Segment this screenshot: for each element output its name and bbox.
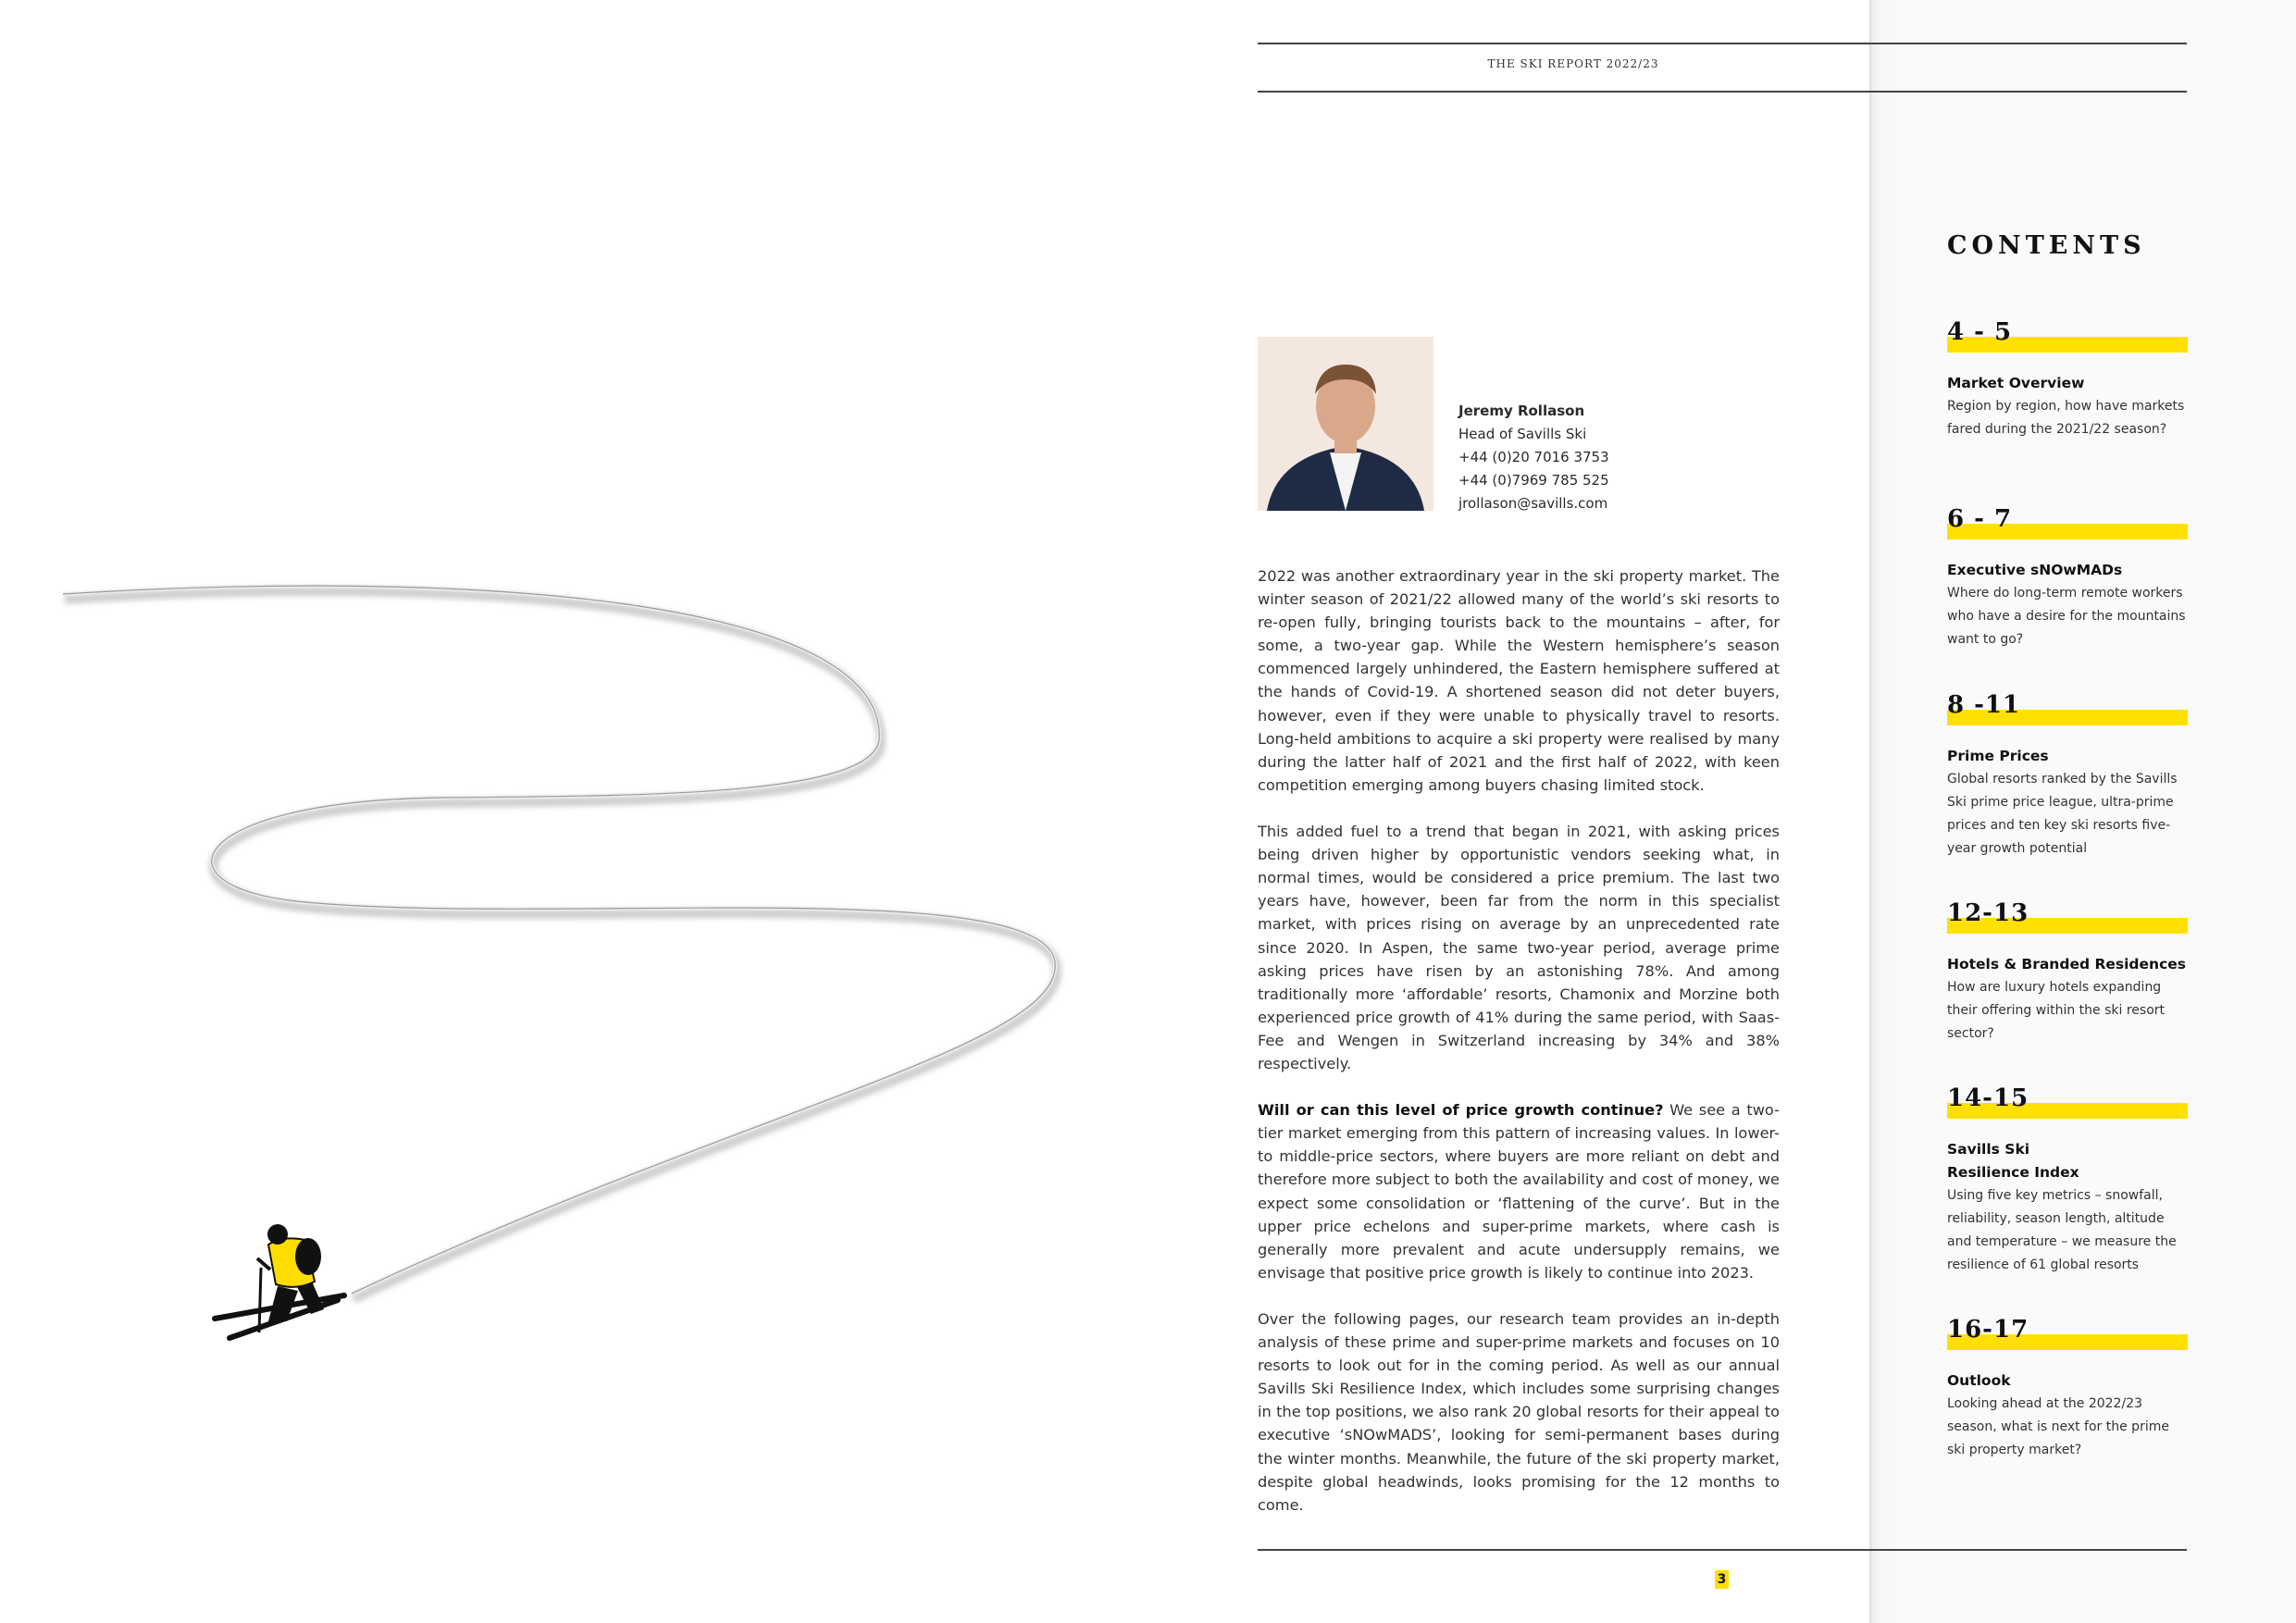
report-title: THE SKI REPORT 2022/23 [1487, 57, 1659, 70]
author-role: Head of Savills Ski [1458, 426, 1587, 442]
paragraph-2: This added fuel to a trend that began in 2021, with asking prices being driven higher by opportunistic vendors seeking what, in normal times, would be considered a price premium. The last two years have, however, been far from the norm in this specialist market, with prices rising on average by an unprecedented rate since 2020. In Aspen, the same two-year period, average prime asking prices have risen by an astonishing 78%. And among traditionally more ‘affordable’ resorts, Chamonix and Morzine both experienced price growth of 41% during the same period, with Saas-Fee and Wengen in Switzerland increasing by 34% and 38% respectively. [1258, 823, 1780, 1072]
ski-track-illustration [37, 546, 1074, 1360]
author-phone-mobile[interactable]: +44 (0)7969 785 525 [1458, 472, 1609, 489]
paragraph-3-lead: Will or can this level of price growth continue? [1258, 1101, 1664, 1120]
contents-heading: CONTENTS [1947, 231, 2146, 260]
toc-description: Using five key metrics – snowfall, reliability, season length, altitude and temperature – we measure the resilience of 61 global resorts [1947, 1188, 2177, 1272]
toc-description: Region by region, how have markets fared during the 2021/22 season? [1947, 399, 2185, 437]
toc-item-prime-prices[interactable] [1947, 689, 2188, 861]
toc-title: Prime Prices [1947, 748, 2049, 764]
header-rule-top [1258, 43, 2187, 44]
toc-item-hotels-branded-residences[interactable] [1947, 898, 2188, 1046]
toc-item-outlook[interactable] [1947, 1314, 2188, 1462]
toc-title: Outlook [1947, 1372, 2011, 1389]
toc-description: Global resorts ranked by the Savills Ski prime price league, ultra-prime prices and ten key ski resorts five-year growth potential [1947, 772, 2178, 856]
author-contact [1458, 400, 1609, 515]
toc-pages: 6 - 7 [1947, 505, 2013, 533]
toc-title: Hotels & Branded Residences [1947, 956, 2186, 973]
paragraph-3-text: We see a two-tier market emerging from this pattern of increasing values. In lower-to middle-price sectors, where buyers are more reliant on debt and therefore more subject to both the availability and cost of money, we expect some consolidation or ‘flattening of the curve’. But in the upper price echelons and super-prime markets, where cash is generally more prevalent and acute undersupply remains, we envisage that positive price growth is likely to continue into 2023. [1258, 1101, 1780, 1282]
author-email[interactable]: jrollason@savills.com [1458, 495, 1608, 512]
paragraph-3 [1258, 1098, 1780, 1284]
toc-pages: 16-17 [1947, 1316, 2029, 1344]
author-photo [1258, 337, 1433, 511]
paragraph-4: Over the following pages, our research team provides an in-depth analysis of these prime and super-prime markets and focuses on 10 resorts to look out for in the coming period. As well as our annual Savills Ski Resilience Index, which includes some surprising changes in the top positions, we also rank 20 global resorts for their appeal to executive ‘sNOwMADS’, looking for semi-permanent bases during the winter months. Meanwhile, the future of the ski property market, despite global headwinds, looks promising for the 12 months to come. [1258, 1310, 1780, 1514]
author-name: Jeremy Rollason [1458, 403, 1585, 419]
article-body [1258, 564, 1780, 1540]
toc-description: Where do long-term remote workers who have a desire for the mountains want to go? [1947, 586, 2186, 647]
toc-description: How are luxury hotels expanding their offering within the ski resort sector? [1947, 980, 2165, 1041]
toc-pages: 8 -11 [1947, 691, 2021, 719]
skier-icon [215, 1224, 344, 1338]
toc-title: Executive sNOwMADs [1947, 562, 2123, 578]
paragraph-1: 2022 was another extraordinary year in the ski property market. The winter season of 2021/22 allowed many of the world’s ski resorts to re-open fully, bringing tourists back to the mountains – after, for some, a two-year gap. While the Western hemisphere’s season commenced largely unhindered, the Eastern hemisphere suffered at the hands of Covid-19. A shortened season did not deter buyers, however, even if they were unable to physically travel to resorts. Long-held ambitions to acquire a ski property were realised by many during the latter half of 2021 and the first half of 2022, with keen competition emerging among buyers chasing limited stock. [1258, 567, 1780, 794]
toc-item-market-overview[interactable] [1947, 316, 2188, 441]
toc-title: Market Overview [1947, 375, 2085, 391]
page-number: 3 [1715, 1570, 1729, 1589]
toc-pages: 14-15 [1947, 1084, 2029, 1112]
author-phone-office[interactable]: +44 (0)20 7016 3753 [1458, 449, 1609, 465]
footer-rule [1258, 1549, 2187, 1551]
toc-item-executive-snowmads[interactable] [1947, 503, 2188, 651]
portrait-photo [1258, 337, 1433, 511]
toc-description: Looking ahead at the 2022/23 season, what is next for the prime ski property market? [1947, 1396, 2169, 1457]
toc-item-resilience-index[interactable] [1947, 1083, 2188, 1277]
toc-pages: 12-13 [1947, 899, 2029, 927]
toc-pages: 4 - 5 [1947, 318, 2013, 346]
toc-title: Savills Ski Resilience Index [1947, 1141, 2079, 1181]
header-rule-bottom [1258, 91, 2187, 93]
